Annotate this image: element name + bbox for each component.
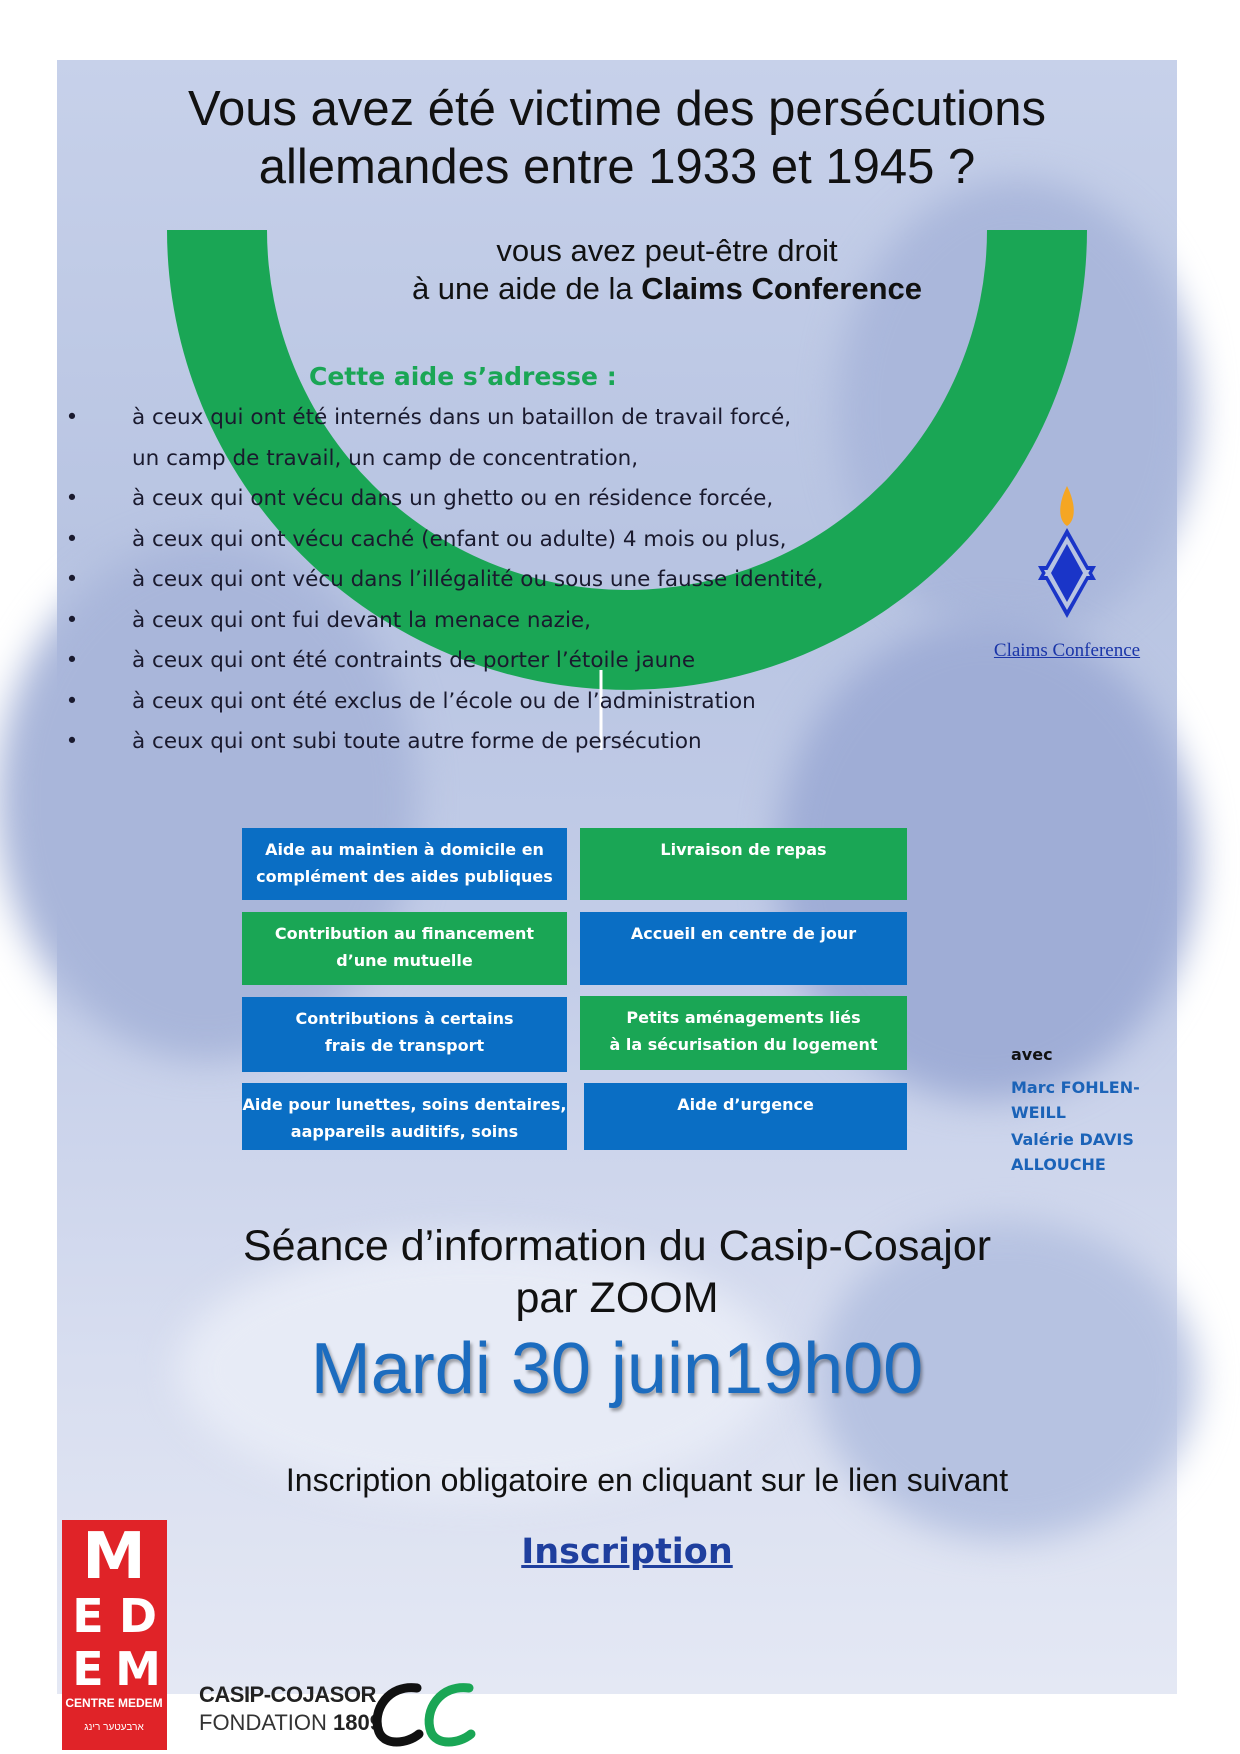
bullet-icon: • — [65, 648, 79, 673]
service-text: Aide d’urgence — [677, 1095, 814, 1114]
criteria-text: à ceux qui ont été internés dans un bataillon de travail forcé, — [132, 405, 792, 430]
bullet-icon: • — [65, 486, 79, 511]
service-box — [584, 1083, 907, 1150]
medem-yiddish-caption: ארבעטער רינג — [84, 1722, 144, 1733]
casip-cc-logo-icon — [369, 1680, 479, 1748]
speaker-name-line: Marc FOHLEN- — [1011, 1078, 1140, 1097]
casip-logo-sub — [199, 1710, 382, 1736]
seance-line: par ZOOM — [515, 1274, 719, 1322]
criteria-item — [65, 479, 965, 520]
casip-sub-year: 1809 — [333, 1710, 382, 1735]
subtitle-org-name: Claims Conference — [641, 271, 923, 306]
avec-label: avec — [1011, 1045, 1053, 1064]
criteria-item — [65, 398, 965, 479]
service-text: complément des aides publiques — [256, 867, 553, 886]
bullet-icon: • — [65, 405, 79, 430]
bullet-icon: • — [65, 567, 79, 592]
bullet-icon: • — [65, 607, 79, 633]
casip-sub-prefix: FONDATION — [199, 1710, 334, 1735]
medem-letter: D — [118, 1589, 158, 1643]
service-text: Petits aménagements liés — [626, 1008, 861, 1027]
service-text: à la sécurisation du logement — [609, 1035, 878, 1054]
service-text: Contribution au financement — [274, 924, 535, 943]
medem-letter: M — [115, 1642, 161, 1696]
seance-title — [57, 1220, 1177, 1324]
criteria-text: à ceux qui ont vécu caché (enfant ou adulte) 4 mois ou plus, — [132, 526, 787, 552]
subtitle-line: vous avez peut-être droit — [496, 233, 838, 268]
criteria-text: à ceux qui ont subi toute autre forme de persécution — [132, 729, 702, 754]
criteria-item — [65, 560, 965, 601]
speaker-name-line: WEILL — [1011, 1103, 1066, 1122]
main-title — [57, 80, 1177, 196]
subtitle — [317, 232, 1017, 308]
subtitle-prefix: à une aide de la — [411, 271, 642, 306]
inscription-link[interactable]: Inscription — [521, 1532, 733, 1572]
medem-caption: CENTRE MEDEM — [65, 1696, 163, 1710]
service-box — [242, 997, 567, 1072]
criteria-text: à ceux qui ont vécu dans un ghetto ou en résidence forcée, — [132, 486, 774, 511]
speaker-name-line: ALLOUCHE — [1011, 1155, 1106, 1174]
title-line: allemandes entre 1933 et 1945 ? — [258, 140, 976, 194]
medem-letter: M — [82, 1520, 146, 1594]
criteria-text: à ceux qui ont été contraints de porter l’étoile jaune — [132, 648, 696, 673]
claims-conference-logo-text: Claims Conference — [993, 640, 1141, 661]
claims-conference-logo — [987, 476, 1147, 736]
criteria-item — [65, 601, 965, 642]
speaker-name — [1011, 1127, 1134, 1177]
criteria-item — [65, 520, 965, 561]
service-text: Livraison de repas — [660, 840, 827, 859]
criteria-item — [65, 641, 965, 682]
service-box — [242, 912, 567, 985]
criteria-text: à ceux qui ont fui devant la menace nazie, — [132, 607, 591, 633]
speaker-name-line: Valérie DAVIS — [1011, 1130, 1134, 1149]
service-text: Aide au maintien à domicile en — [265, 840, 544, 859]
subtitle-line — [317, 270, 1017, 308]
service-text: Contributions à certains — [295, 1009, 514, 1028]
seance-line: Séance d’information du Casip-Cosajor — [242, 1222, 992, 1270]
event-date: Mardi 30 juin19h00 — [310, 1329, 924, 1409]
service-box — [580, 912, 907, 985]
service-text: Accueil en centre de jour — [630, 924, 857, 943]
speaker-name — [1011, 1075, 1140, 1125]
criteria-item — [65, 682, 965, 723]
inscription-instructions: Inscription obligatoire en cliquant sur le lien suivant — [285, 1462, 1009, 1498]
service-text: Aide pour lunettes, soins dentaires, — [242, 1095, 567, 1114]
criteria-list — [65, 398, 965, 763]
service-box — [580, 996, 907, 1070]
aid-heading: Cette aide s’adresse : — [309, 362, 617, 391]
service-text: frais de transport — [324, 1036, 485, 1055]
title-line: Vous avez été victime des persécutions — [188, 82, 1046, 136]
bullet-icon: • — [65, 729, 79, 754]
bullet-icon: • — [65, 526, 79, 552]
medem-letter: E — [72, 1642, 104, 1696]
criteria-text: à ceux qui ont été exclus de l’école ou de l’administration — [132, 688, 756, 714]
bullet-icon: • — [65, 688, 79, 714]
criteria-text: un camp de travail, un camp de concentration, — [132, 445, 639, 471]
service-box — [242, 828, 567, 900]
candle-flame-icon — [1060, 486, 1074, 526]
service-box — [580, 828, 907, 900]
medem-letter: E — [72, 1589, 104, 1643]
criteria-text: à ceux qui ont vécu dans l’illégalité ou sous une fausse identité, — [132, 567, 824, 592]
service-box — [242, 1083, 567, 1150]
service-text: aappareils auditifs, soins — [290, 1122, 519, 1141]
criteria-item — [65, 722, 965, 763]
casip-logo-name: CASIP-COJASOR — [199, 1682, 376, 1707]
medem-letters-icon — [62, 1520, 167, 1695]
centre-medem-logo — [62, 1520, 167, 1750]
poster — [57, 60, 1177, 1735]
service-text: d’une mutuelle — [336, 951, 473, 970]
